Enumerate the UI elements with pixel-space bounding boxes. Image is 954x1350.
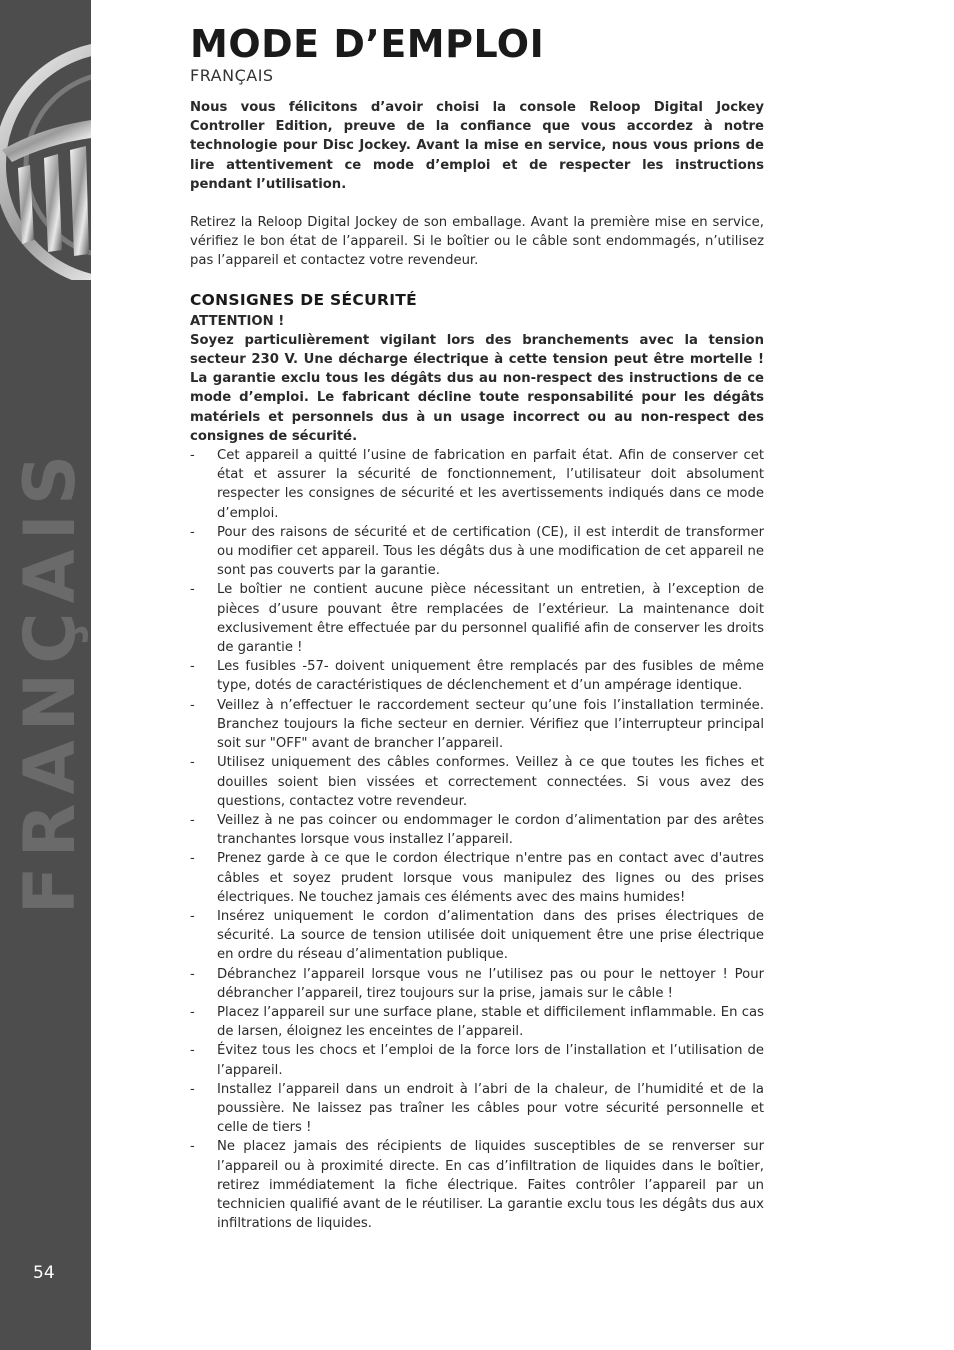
list-item-text: Prenez garde à ce que le cordon électrique n'entre pas en contact avec d'autres câbles et soyez prudent lorsque vous manipulez des lignes ou des prises électriques. Ne touchez jamais ces éléments avec des mains humides! [217, 851, 764, 905]
bullet-dash: - [190, 448, 195, 464]
language-sidebar [0, 0, 91, 1350]
list-item [190, 907, 764, 965]
list-item-text: Insérez uniquement le cordon d’alimentation dans des prises électriques de sécurité. La source de tension utilisée doit uniquement être une prise électrique en ordre du réseau d’alimentation publique. [217, 908, 764, 963]
list-item-text: Veillez à ne pas coincer ou endommager le cordon d’alimentation par des arêtes tranchantes lorsque vous installez l’appareil. [217, 812, 764, 848]
vertical-language-label: FRANÇAIS [9, 445, 91, 915]
list-item [190, 1003, 764, 1041]
list-item [190, 523, 764, 581]
list-item-text: Débranchez l’appareil lorsque vous ne l’utilisez pas ou pour le nettoyer ! Pour débrancher l’appareil, tirez toujours sur la prise, jamais sur le câble ! [217, 966, 764, 1001]
bullet-dash: - [190, 524, 195, 540]
bullet-dash: - [190, 697, 195, 713]
list-item-text: Les fusibles -57- doivent uniquement être remplacés par des fusibles de même type, dotés de caractéristiques de déclenchement et d’un ampérage identique. [217, 659, 764, 694]
page-title: MODE D’EMPLOI [190, 22, 545, 66]
reloop-logo-icon [0, 40, 91, 280]
list-item [190, 811, 764, 849]
list-item [190, 446, 764, 523]
list-item [190, 1041, 764, 1079]
list-item-text: Veillez à n’effectuer le raccordement secteur qu’une fois l’installation terminée. Branchez toujours la fiche secteur en dernier. Vérifiez que l’interrupteur principal soit sur "OFF" avant de brancher l’appareil. [217, 697, 764, 752]
list-item [190, 965, 764, 1003]
bullet-dash: - [190, 1004, 195, 1020]
list-item-text: Placez l’appareil sur une surface plane, stable et difficilement inflammable. En cas de larsen, éloignez les enceintes de l’appareil. [217, 1004, 764, 1040]
list-item [190, 753, 764, 811]
safety-instructions-list [190, 446, 764, 1233]
list-item-text: Utilisez uniquement des câbles conformes. Veillez à ce que toutes les fiches et douilles soient bien vissées et correctement connectées. Si vous avez des questions, contactez votre revendeur. [217, 755, 764, 809]
page-number: 54 [33, 1263, 55, 1283]
safety-warning: Soyez particulièrement vigilant lors des branchements avec la tension secteur 230 V. Une décharge électrique à cette tension peut être mortelle ! La garantie exclu tous les dégâts dus au non-respect des instructions de ce mode d’emploi. Le fabricant décline toute responsabilité pour les dégâts matériels et personnels dus à un usage incorrect ou au non-respect des consignes de sécurité. [190, 332, 764, 444]
list-item-text: Pour des raisons de sécurité et de certification (CE), il est interdit de transformer ou modifier cet appareil. Tous les dégâts dus à une modification de cet appareil ne sont pas couverts par la garantie. [217, 524, 764, 579]
list-item-text: Évitez tous les chocs et l’emploi de la force lors de l’installation et l’utilisation de l’appareil. [217, 1043, 764, 1078]
bullet-dash: - [190, 1139, 195, 1155]
list-item [190, 1137, 764, 1233]
page-subtitle: FRANÇAIS [190, 66, 274, 85]
list-item [190, 1080, 764, 1138]
list-item [190, 657, 764, 695]
list-item [190, 696, 764, 754]
list-item [190, 580, 764, 657]
bullet-dash: - [190, 908, 195, 924]
intro-paragraph: Retirez la Reloop Digital Jockey de son emballage. Avant la première mise en service, vérifiez le bon état de l’appareil. Si le boîtier ou le câble sont endommagés, n’utilisez pas l’appareil et contactez votre revendeur. [190, 215, 764, 269]
bullet-dash: - [190, 1081, 195, 1097]
list-item-text: Cet appareil a quitté l’usine de fabrication en parfait état. Afin de conserver cet état et assurer la sécurité de fonctionnement, l’utilisateur doit absolument respecter les consignes de sécurité et les avertissements indiqués dans ce mode d’emploi. [217, 448, 764, 521]
bullet-dash: - [190, 851, 195, 867]
bullet-dash: - [190, 1043, 195, 1059]
paragraph-spacer [190, 194, 764, 213]
intro-bold-paragraph: Nous vous félicitons d’avoir choisi la console Reloop Digital Jockey Controller Edition, preuve de la confiance que vous accordez à notre technologie pour Disc Jockey. Avant la mise en service, nous vous prions de lire attentivement ce mode d’emploi et de respecter les instructions pendant l’utilisation. [190, 100, 764, 192]
list-item-text: Installez l’appareil dans un endroit à l’abri de la chaleur, de l’humidité et de la poussière. Ne laissez pas traîner les câbles pour votre sécurité personnelle et celle de tiers ! [217, 1081, 764, 1136]
list-item-text: Le boîtier ne contient aucune pièce nécessitant un entretien, à l’exception de pièces d’usure pouvant être remplacées de l’extérieur. La maintenance doit exclusivement être effectuée par du personnel qualifié afin de conserver les droits de garantie ! [217, 582, 764, 656]
bullet-dash: - [190, 582, 195, 598]
bullet-dash: - [190, 966, 195, 982]
attention-label: ATTENTION ! [190, 313, 285, 329]
list-item [190, 849, 764, 907]
bullet-dash: - [190, 812, 195, 828]
safety-heading: CONSIGNES DE SÉCURITÉ [190, 290, 418, 309]
bullet-dash: - [190, 755, 195, 771]
list-item-text: Ne placez jamais des récipients de liquides susceptibles de se renverser sur l’appareil ou à proximité directe. En cas d’infiltration de liquides dans le boîtier, retirez immédiatement la fiche électrique. Faites contrôler l’appareil par un technicien qualifié avant de le réutiliser. La garantie exclu tous les dégâts dus aux infiltrations de liquides. [217, 1139, 764, 1232]
bullet-dash: - [190, 659, 195, 675]
document-body [190, 22, 764, 1233]
